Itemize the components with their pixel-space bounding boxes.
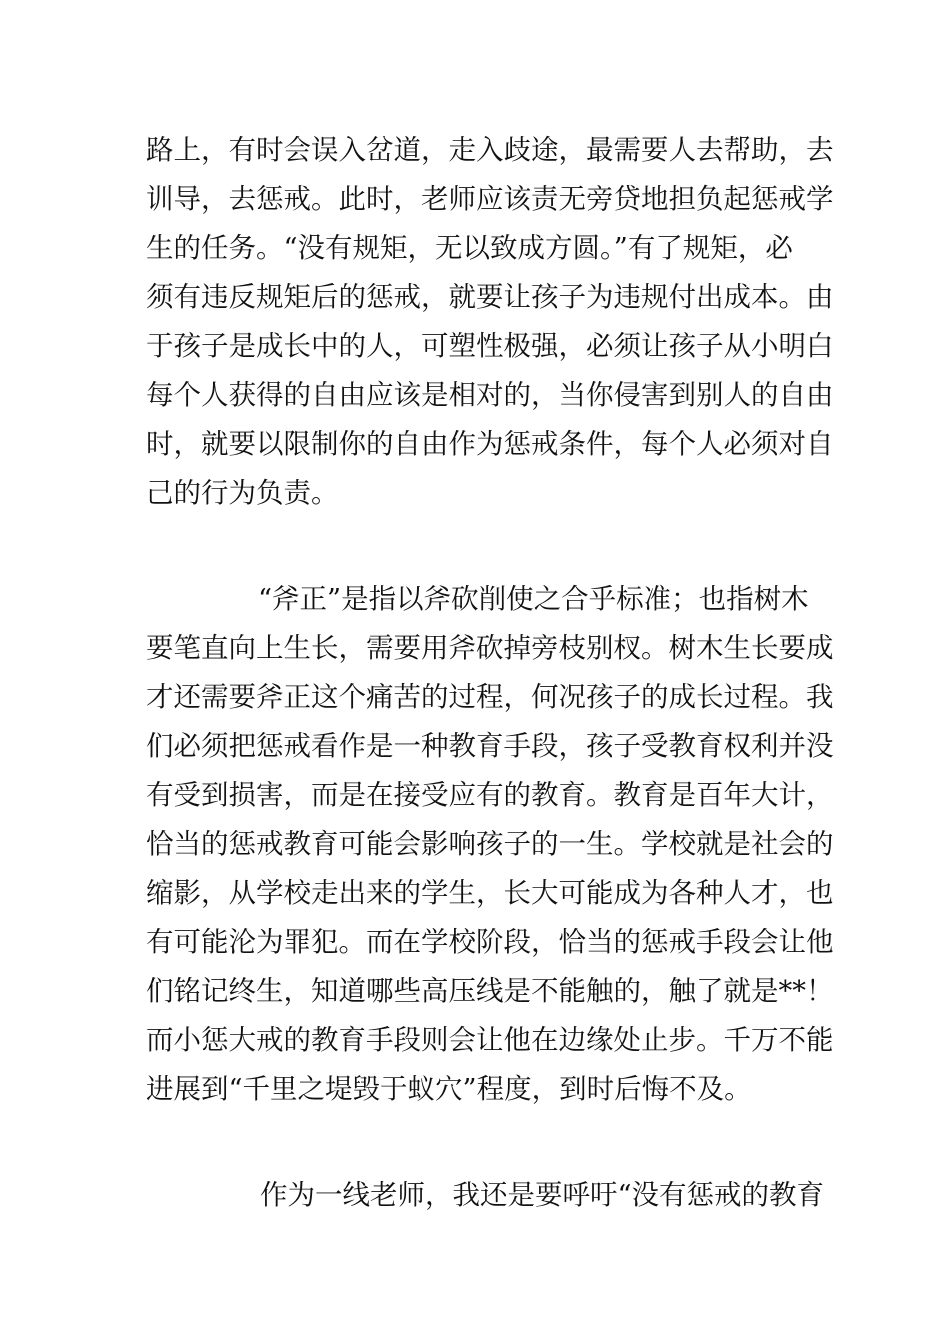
text-line: 训导，去惩戒。此时，老师应该责无旁贷地担负起惩戒学 (146, 183, 834, 215)
text-line: 们必须把惩戒看作是一种教育手段，孩子受教育权利并没 (146, 730, 834, 762)
text-line: 有受到损害，而是在接受应有的教育。教育是百年大计， (146, 779, 834, 811)
text-line: 进展到“千里之堤毁于蚁穴”程度，到时后悔不及。 (146, 1073, 752, 1105)
text-line: 生的任务。“没有规矩，无以致成方圆。”有了规矩，必 (146, 232, 793, 264)
text-line: 缩影，从学校走出来的学生，长大可能成为各种人才，也 (146, 877, 834, 909)
text-line: 己的行为负责。 (146, 477, 339, 509)
text-line: 每个人获得的自由应该是相对的，当你侵害到别人的自由 (146, 379, 834, 411)
text-line: 有可能沦为罪犯。而在学校阶段，恰当的惩戒手段会让他 (146, 926, 834, 958)
text-line: 才还需要斧正这个痛苦的过程，何况孩子的成长过程。我 (146, 681, 834, 713)
text-line: 要笔直向上生长，需要用斧砍掉旁枝别杈。树木生长要成 (146, 632, 834, 664)
text-line: 们铭记终生，知道哪些高压线是不能触的，触了就是**！ (146, 975, 834, 1007)
text-line: 于孩子是成长中的人，可塑性极强，必须让孩子从小明白 (146, 330, 834, 362)
text-line: 路上，有时会误入岔道，走入歧途，最需要人去帮助，去 (146, 134, 834, 166)
text-line: 作为一线老师，我还是要呼吁“没有惩戒的教育 (260, 1179, 825, 1211)
text-line: 恰当的惩戒教育可能会影响孩子的一生。学校就是社会的 (146, 828, 834, 860)
text-line: 须有违反规矩后的惩戒，就要让孩子为违规付出成本。由 (146, 281, 834, 313)
text-line: “斧正”是指以斧砍削使之合乎标准；也指树木 (258, 583, 809, 615)
text-line: 时，就要以限制你的自由作为惩戒条件，每个人必须对自 (146, 428, 834, 460)
text-line: 而小惩大戒的教育手段则会让他在边缘处止步。千万不能 (146, 1024, 834, 1056)
